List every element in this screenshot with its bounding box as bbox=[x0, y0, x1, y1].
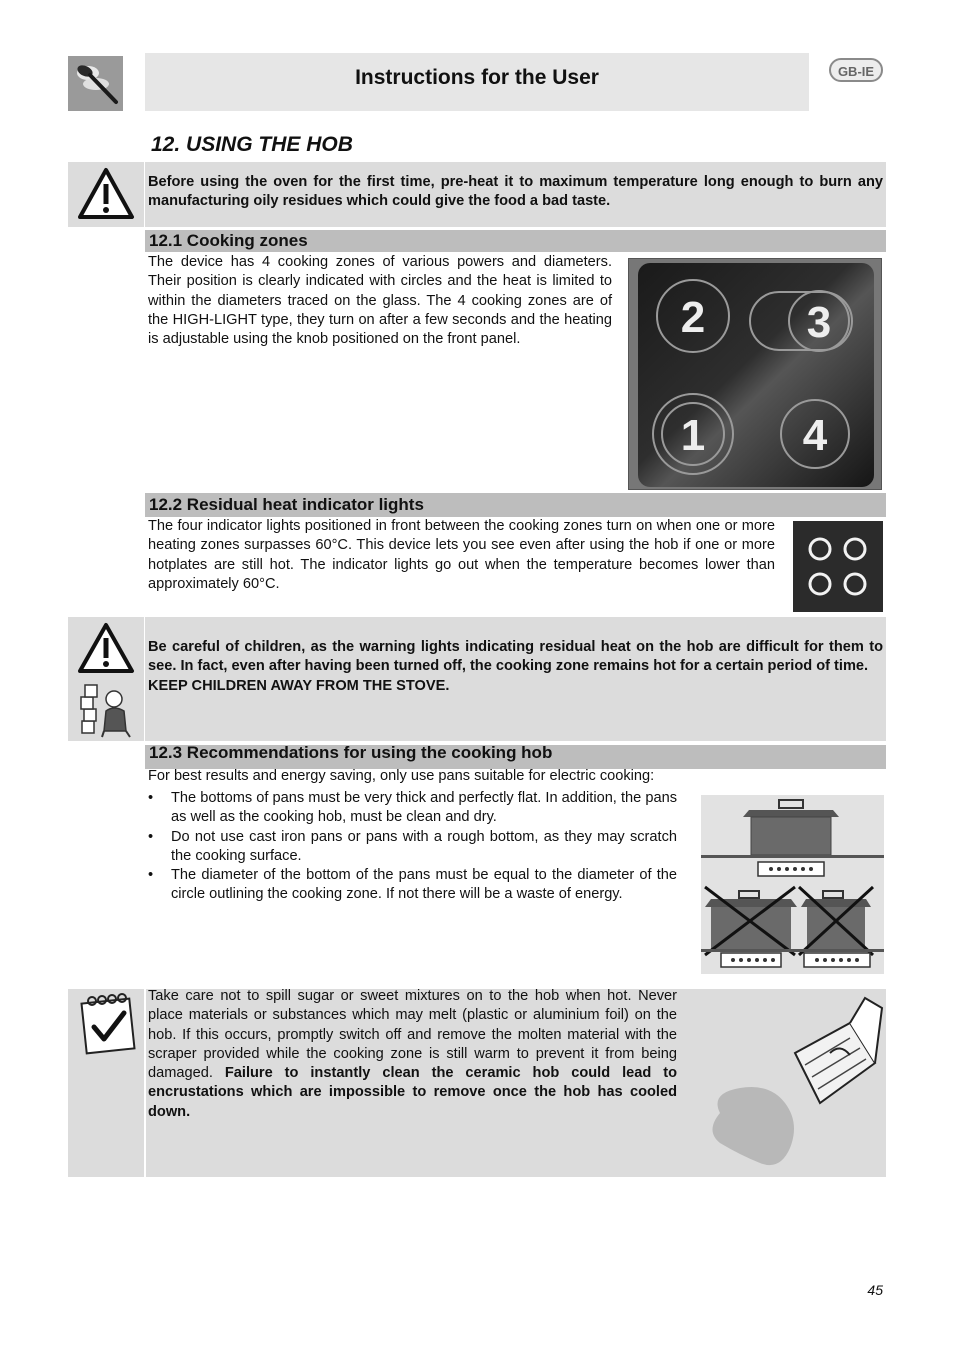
hob-diagram bbox=[628, 258, 882, 490]
section-1-text: The device has 4 cooking zones of various powers and diameters. Their position is clearly indicated with circles and the heat is limited to within the diameters traced on the glass. The 4 cooking zones are of the HIGH-LIGHT type, they turn on after a few seconds and the heating is adjustable using the knob positioned on the front panel. bbox=[148, 254, 612, 348]
list-item: • Do not use cast iron pans or pans with a rough bottom, as they may scratch the cooking surface. bbox=[148, 828, 677, 867]
header-logo-box bbox=[68, 56, 123, 111]
header-title: Instructions for the User bbox=[355, 66, 599, 89]
section-3-intro: For best results and energy saving, only use pans suitable for electric cooking: bbox=[148, 768, 655, 784]
incorrect-pan-left-icon bbox=[705, 887, 797, 955]
section-2-title: 12.2 Residual heat indicator lights bbox=[145, 493, 886, 517]
page-title: 12. USING THE HOB bbox=[151, 133, 353, 156]
section-1-title: 12.1 Cooking zones bbox=[145, 230, 886, 252]
language-badge: GB-IE bbox=[829, 58, 883, 82]
indicator-light bbox=[810, 574, 830, 594]
svg-text:1: 1 bbox=[680, 411, 706, 460]
note-bold-warning: Failure to instantly clean the ceramic hob could lead to encrustations which are impossible to remove once the hob has cooled down. bbox=[148, 1065, 678, 1120]
indicator-light bbox=[845, 574, 865, 594]
warning-triangle-icon bbox=[68, 619, 144, 679]
children-warning-paragraph: Be careful of children, as the warning lights indicating residual heat on the hob are difficult for them to see. In fact, even after having been turned off, the cooking zone remains hot for a certain period of time. bbox=[148, 639, 883, 675]
incorrect-pan-right-icon bbox=[799, 887, 873, 955]
section-3-title: 12.3 Recommendations for using the cooking hob bbox=[145, 745, 886, 769]
svg-text:2: 2 bbox=[680, 293, 706, 342]
intro-warning-text: Before using the oven for the first time, pre-heat it to maximum temperature long enough to burn any manufacturing oily residues which could give the food a bad taste. bbox=[148, 174, 883, 210]
indicator-light bbox=[845, 539, 865, 559]
spill-stain bbox=[713, 1087, 795, 1165]
note-text bbox=[148, 987, 677, 1122]
children-warning-caps: KEEP CHILDREN AWAY FROM THE STOVE. bbox=[148, 677, 450, 694]
note-icon-panel bbox=[68, 989, 144, 1177]
svg-text:3: 3 bbox=[806, 298, 832, 347]
scraper-icon bbox=[795, 998, 882, 1103]
indicator-light bbox=[810, 539, 830, 559]
pans-illustration bbox=[701, 795, 884, 974]
correct-pan-icon bbox=[743, 800, 839, 855]
section-2-text: The four indicator lights positioned in front between the cooking zones turn on when one or more heating zones surpasses 60°C. This device lets you see even after using the hob if one or more hotplates are still hot. The indicator lights go out when the temperature becomes lower than approximately 60°C. bbox=[148, 518, 775, 592]
notepad-check-icon bbox=[78, 993, 138, 1055]
children-warning-icon-panel bbox=[68, 617, 144, 741]
list-item: • The diameter of the bottom of the pans must be equal to the diameter of the circle outlining the cooking zone. If not there will be a waste of energy. bbox=[148, 866, 677, 905]
intro-warning-icon-panel bbox=[68, 162, 144, 227]
warning-triangle-icon bbox=[68, 162, 144, 227]
indicator-lights-image bbox=[793, 521, 883, 612]
page-number: 45 bbox=[867, 1282, 883, 1298]
list-item: • The bottoms of pans must be very thick and perfectly flat. In addition, the pans as well as the cooking hob, must be clean and dry. bbox=[148, 789, 677, 828]
children-warning-text bbox=[148, 638, 883, 696]
spoon-chef-icon bbox=[68, 56, 123, 111]
scraper-illustration bbox=[700, 993, 884, 1173]
note-paragraph: Take care not to spill sugar or sweet mixtures on to the hob when hot. Never place materials or substances which may melt (plastic or aluminium foil) on the hob. If this occurs, promptly switch off and remove the molten material with the scraper provided while the cooking zone is still warm to prevent it from being damaged. bbox=[148, 988, 677, 1082]
child-stacking-blocks-icon bbox=[78, 681, 138, 739]
pan-recommendations-list bbox=[148, 789, 677, 905]
svg-text:4: 4 bbox=[802, 411, 828, 460]
